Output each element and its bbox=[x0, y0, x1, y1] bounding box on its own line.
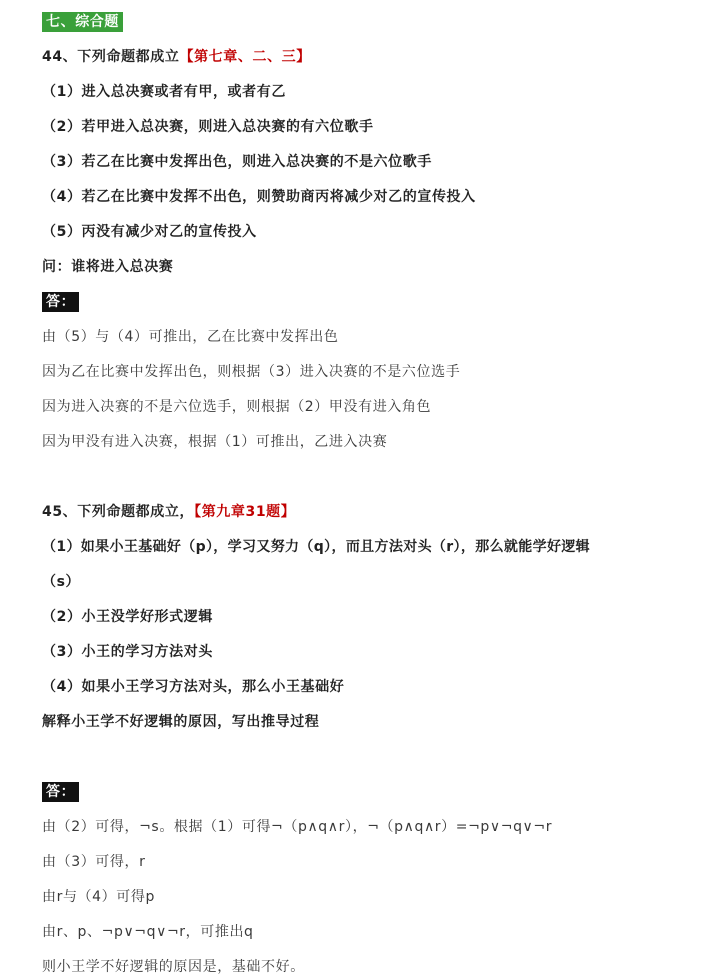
section-heading bbox=[42, 12, 123, 32]
q45-title-text: 45、下列命题都成立， bbox=[42, 504, 195, 520]
q44-answer-line-1: 由（5）与（4）可推出，乙在比赛中发挥出色 bbox=[42, 329, 339, 345]
q45-answer-line-4: 由r、p、¬p∨¬q∨¬r，可推出q bbox=[42, 924, 254, 940]
q44-item-2: （2）若甲进入总决赛，则进入总决赛的有六位歌手 bbox=[42, 119, 374, 135]
q45-item-4: （4）如果小王学习方法对头，那么小王基础好 bbox=[42, 679, 345, 695]
q44-title-text: 44、下列命题都成立 bbox=[42, 49, 180, 65]
q45-item-1: （1）如果小王基础好（p），学习又努力（q），而且方法对头（r），那么就能学好逻辑 bbox=[42, 539, 591, 555]
q44-answer-line-4: 因为甲没有进入决赛，根据（1）可推出，乙进入决赛 bbox=[42, 434, 388, 450]
q45-answer-line-3: 由r与（4）可得p bbox=[42, 889, 155, 905]
q44-answer-label: 答： bbox=[42, 292, 79, 312]
q44-answer-heading bbox=[42, 292, 79, 312]
q45-title bbox=[42, 502, 295, 522]
q45-answer-line-5: 则小王学不好逻辑的原因是，基础不好。 bbox=[42, 959, 305, 975]
q44-answer-line-2: 因为乙在比赛中发挥出色，则根据（3）进入决赛的不是六位选手 bbox=[42, 364, 461, 380]
q44-question: 问：谁将进入总决赛 bbox=[42, 259, 174, 275]
q44-item-4: （4）若乙在比赛中发挥不出色，则赞助商丙将减少对乙的宣传投入 bbox=[42, 189, 476, 205]
q45-answer-line-1: 由（2）可得，¬s。根据（1）可得¬（p∧q∧r），¬（p∧q∧r）=¬p∨¬q∨¬r bbox=[42, 819, 553, 835]
q45-answer-heading bbox=[42, 782, 79, 802]
q45-item-2: （2）小王没学好形式逻辑 bbox=[42, 609, 213, 625]
q45-answer-line-2: 由（3）可得，r bbox=[42, 854, 146, 870]
q44-answer-line-3: 因为进入决赛的不是六位选手，则根据（2）甲没有进入角色 bbox=[42, 399, 432, 415]
q44-title bbox=[42, 47, 311, 67]
section-tag: 七、综合题 bbox=[42, 12, 123, 32]
q45-chapter-ref: 【第九章31题】 bbox=[194, 504, 296, 520]
q44-item-1: （1）进入总决赛或者有甲，或者有乙 bbox=[42, 84, 286, 100]
q45-item-3: （3）小王的学习方法对头 bbox=[42, 644, 213, 660]
q45-question: 解释小王学不好逻辑的原因，写出推导过程 bbox=[42, 714, 320, 730]
q44-item-5: （5）丙没有减少对乙的宣传投入 bbox=[42, 224, 257, 240]
q44-item-3: （3）若乙在比赛中发挥出色，则进入总决赛的不是六位歌手 bbox=[42, 154, 432, 170]
q45-item-1-cont: （s） bbox=[42, 574, 81, 590]
q44-chapter-ref: 【第七章、二、三】 bbox=[179, 49, 311, 65]
q45-answer-label: 答： bbox=[42, 782, 79, 802]
